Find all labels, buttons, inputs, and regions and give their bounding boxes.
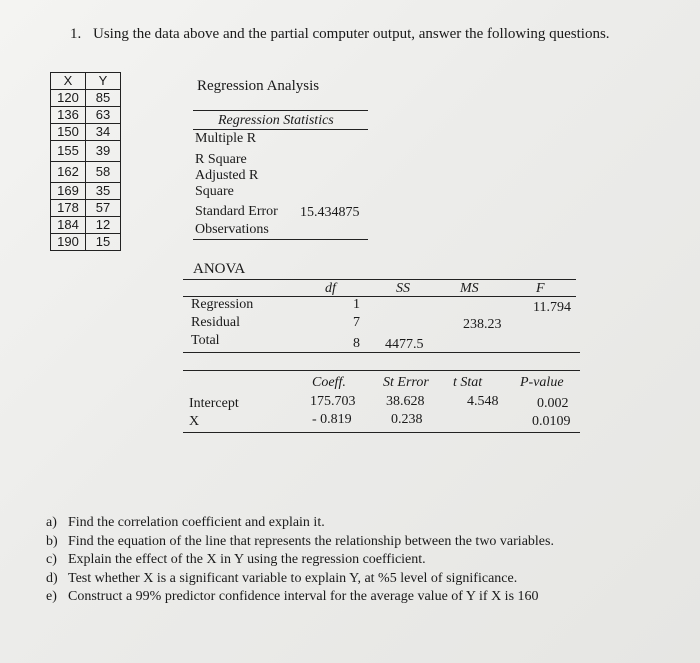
question-list bbox=[46, 514, 554, 607]
x-cell: 178 bbox=[51, 200, 86, 217]
question-number: 1. bbox=[70, 26, 82, 42]
x-cell: 136 bbox=[51, 107, 86, 124]
x-cell: 162 bbox=[51, 162, 86, 183]
x-header: X bbox=[51, 73, 86, 90]
y-cell: 57 bbox=[86, 200, 121, 217]
y-cell: 63 bbox=[86, 107, 121, 124]
intercept-p-value: 0.002 bbox=[537, 396, 569, 411]
anova-header-df: df bbox=[325, 281, 336, 296]
anova-header-f: F bbox=[536, 281, 545, 296]
stat-label-multiple-r: Multiple R bbox=[195, 131, 257, 146]
list-item bbox=[46, 533, 554, 552]
anova-total-df: 8 bbox=[353, 336, 360, 351]
anova-total-ss: 4477.5 bbox=[385, 337, 424, 352]
divider bbox=[183, 352, 580, 353]
y-cell: 85 bbox=[86, 90, 121, 107]
anova-row-label-total: Total bbox=[191, 333, 220, 348]
x-cell: 150 bbox=[51, 124, 86, 141]
stat-label-adjusted-r: Adjusted R bbox=[195, 168, 259, 183]
coef-header-t-stat: t Stat bbox=[453, 375, 483, 390]
y-cell: 35 bbox=[86, 183, 121, 200]
anova-residual-df: 7 bbox=[353, 315, 360, 330]
coef-header-p-value: P-value bbox=[520, 375, 564, 390]
y-cell: 39 bbox=[86, 141, 121, 162]
table-row bbox=[51, 234, 121, 251]
x-cell: 155 bbox=[51, 141, 86, 162]
question-text: Test whether X is a significant variable to explain Y, at %5 level of significance. bbox=[68, 570, 518, 586]
anova-residual-ms: 238.23 bbox=[463, 317, 502, 332]
table-row bbox=[51, 162, 121, 183]
y-header: Y bbox=[86, 73, 121, 90]
stat-label-observations: Observations bbox=[195, 222, 269, 237]
divider bbox=[183, 370, 580, 371]
coef-row-label-intercept: Intercept bbox=[189, 396, 239, 411]
intercept-st-error: 38.628 bbox=[386, 394, 425, 409]
list-item bbox=[46, 551, 554, 570]
anova-header-ms: MS bbox=[460, 281, 479, 296]
y-cell: 34 bbox=[86, 124, 121, 141]
coef-header-coeff: Coeff. bbox=[312, 375, 346, 390]
anova-regression-f: 11.794 bbox=[533, 300, 571, 315]
list-item bbox=[46, 588, 554, 607]
question-text: Construct a 99% predictor confidence interval for the average value of Y if X is 160 bbox=[68, 589, 539, 604]
x-coeff: - 0.819 bbox=[312, 412, 352, 427]
table-row bbox=[51, 200, 121, 217]
anova-title: ANOVA bbox=[193, 261, 246, 277]
x-p-value: 0.0109 bbox=[532, 414, 571, 429]
question-text: Explain the effect of the X in Y using the regression coefficient. bbox=[68, 552, 426, 567]
divider bbox=[183, 279, 576, 280]
stat-label-square: Square bbox=[195, 184, 234, 199]
list-item bbox=[46, 514, 554, 533]
regression-title: Regression Analysis bbox=[197, 78, 320, 94]
regression-stats-title: Regression Statistics bbox=[218, 113, 334, 128]
divider bbox=[193, 129, 368, 130]
x-cell: 184 bbox=[51, 217, 86, 234]
x-cell: 190 bbox=[51, 234, 86, 251]
y-cell: 58 bbox=[86, 162, 121, 183]
table-row bbox=[51, 124, 121, 141]
xy-data-table bbox=[50, 72, 121, 251]
divider bbox=[183, 432, 580, 433]
question-letter: a) bbox=[46, 515, 57, 530]
table-row bbox=[51, 107, 121, 124]
question-letter: c) bbox=[46, 552, 57, 567]
x-st-error: 0.238 bbox=[391, 412, 423, 427]
intercept-t-stat: 4.548 bbox=[467, 394, 499, 409]
table-row bbox=[51, 217, 121, 234]
question-letter: b) bbox=[46, 533, 58, 549]
y-cell: 12 bbox=[86, 217, 121, 234]
anova-row-label-residual: Residual bbox=[191, 315, 240, 330]
question-letter: e) bbox=[46, 589, 57, 604]
stat-label-r-square: R Square bbox=[195, 152, 247, 167]
x-cell: 169 bbox=[51, 183, 86, 200]
anova-header-ss: SS bbox=[396, 281, 410, 296]
y-cell: 15 bbox=[86, 234, 121, 251]
question-text: Find the equation of the line that represents the relationship between the two variables. bbox=[68, 533, 554, 549]
x-cell: 120 bbox=[51, 90, 86, 107]
divider bbox=[193, 239, 368, 240]
standard-error-value: 15.434875 bbox=[300, 205, 360, 220]
coef-row-label-x: X bbox=[189, 414, 200, 429]
list-item bbox=[46, 570, 554, 589]
coef-header-st-error: St Error bbox=[383, 375, 429, 390]
table-row bbox=[51, 183, 121, 200]
anova-regression-df: 1 bbox=[353, 297, 360, 312]
question-text: Find the correlation coefficient and explain it. bbox=[68, 515, 325, 530]
anova-row-label-regression: Regression bbox=[191, 297, 254, 312]
table-row bbox=[51, 90, 121, 107]
table-header-row bbox=[51, 73, 121, 90]
table-row bbox=[51, 141, 121, 162]
question-prompt: Using the data above and the partial computer output, answer the following questions. bbox=[93, 26, 610, 42]
stat-label-standard-error: Standard Error bbox=[195, 204, 278, 219]
divider bbox=[193, 110, 368, 111]
intercept-coeff: 175.703 bbox=[310, 394, 356, 409]
question-letter: d) bbox=[46, 570, 58, 586]
